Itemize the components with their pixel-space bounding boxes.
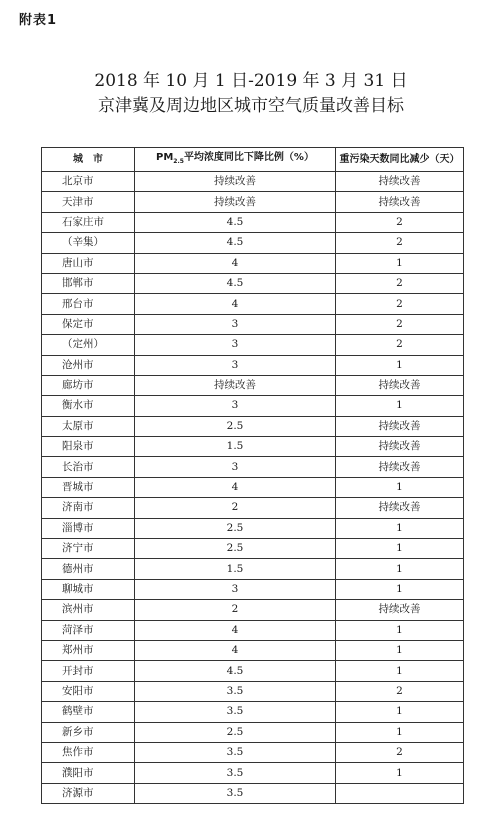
cell-pm25-reduction: 2.5 xyxy=(135,416,336,436)
cell-city: 太原市 xyxy=(42,416,135,436)
header-city: 城 市 xyxy=(42,148,135,172)
cell-pm25-reduction: 4.5 xyxy=(135,661,336,681)
cell-days-reduction: 1 xyxy=(336,722,464,742)
table-header-row xyxy=(42,148,464,172)
table-row xyxy=(42,457,464,477)
cell-pm25-reduction: 持续改善 xyxy=(135,172,336,192)
cell-pm25-reduction: 2 xyxy=(135,600,336,620)
cell-pm25-reduction: 4.5 xyxy=(135,212,336,232)
table-row xyxy=(42,539,464,559)
cell-pm25-reduction: 持续改善 xyxy=(135,375,336,395)
cell-pm25-reduction: 3 xyxy=(135,355,336,375)
cell-pm25-reduction: 4 xyxy=(135,294,336,314)
air-quality-targets-table xyxy=(41,147,464,804)
table-row xyxy=(42,355,464,375)
cell-days-reduction: 2 xyxy=(336,273,464,293)
cell-days-reduction: 持续改善 xyxy=(336,457,464,477)
cell-days-reduction: 2 xyxy=(336,212,464,232)
cell-days-reduction: 持续改善 xyxy=(336,192,464,212)
cell-days-reduction: 2 xyxy=(336,314,464,334)
cell-city: 聊城市 xyxy=(42,579,135,599)
cell-days-reduction: 持续改善 xyxy=(336,375,464,395)
cell-city: 石家庄市 xyxy=(42,212,135,232)
cell-city: 邢台市 xyxy=(42,294,135,314)
table-row xyxy=(42,396,464,416)
table-row xyxy=(42,661,464,681)
table-row xyxy=(42,600,464,620)
cell-city: 天津市 xyxy=(42,192,135,212)
cell-city: 北京市 xyxy=(42,172,135,192)
table-row xyxy=(42,273,464,293)
table-row xyxy=(42,579,464,599)
cell-pm25-reduction: 3.5 xyxy=(135,681,336,701)
table-row xyxy=(42,253,464,273)
table-row xyxy=(42,335,464,355)
table-row xyxy=(42,498,464,518)
cell-days-reduction: 1 xyxy=(336,661,464,681)
cell-days-reduction: 持续改善 xyxy=(336,600,464,620)
cell-city: 沧州市 xyxy=(42,355,135,375)
table-row xyxy=(42,212,464,232)
cell-days-reduction: 2 xyxy=(336,681,464,701)
annex-label: 附表1 xyxy=(19,13,58,28)
page-title: 京津冀及周边地区城市空气质量改善目标 xyxy=(98,96,404,116)
cell-city: 唐山市 xyxy=(42,253,135,273)
cell-days-reduction: 持续改善 xyxy=(336,172,464,192)
cell-city: （辛集） xyxy=(42,233,135,253)
cell-city: 济南市 xyxy=(42,498,135,518)
cell-city: 廊坊市 xyxy=(42,375,135,395)
table-row xyxy=(42,375,464,395)
cell-pm25-reduction: 1.5 xyxy=(135,437,336,457)
cell-days-reduction: 2 xyxy=(336,742,464,762)
table-row xyxy=(42,742,464,762)
cell-days-reduction: 1 xyxy=(336,763,464,783)
cell-city: （定州） xyxy=(42,335,135,355)
cell-days-reduction: 持续改善 xyxy=(336,498,464,518)
cell-city: 滨州市 xyxy=(42,600,135,620)
table-row xyxy=(42,477,464,497)
header-pm-sub: 2.5 xyxy=(173,158,184,165)
table-body xyxy=(42,172,464,804)
cell-city: 郑州市 xyxy=(42,640,135,660)
table-row xyxy=(42,416,464,436)
cell-days-reduction: 2 xyxy=(336,294,464,314)
cell-pm25-reduction: 4 xyxy=(135,640,336,660)
cell-days-reduction: 1 xyxy=(336,518,464,538)
cell-days-reduction: 2 xyxy=(336,335,464,355)
cell-pm25-reduction: 4.5 xyxy=(135,273,336,293)
header-heavy-pollution-days: 重污染天数同比减少（天） xyxy=(336,148,464,172)
cell-pm25-reduction: 3 xyxy=(135,579,336,599)
cell-days-reduction: 1 xyxy=(336,559,464,579)
cell-days-reduction: 2 xyxy=(336,233,464,253)
table-row xyxy=(42,233,464,253)
title-date-range: 2018 年 10 月 1 日-2019 年 3 月 31 日 xyxy=(94,71,408,91)
table-row xyxy=(42,620,464,640)
cell-days-reduction: 1 xyxy=(336,640,464,660)
header-pm-suffix: 平均浓度同比下降比例（%） xyxy=(183,152,314,163)
table-row xyxy=(42,722,464,742)
table-row xyxy=(42,518,464,538)
cell-pm25-reduction: 2.5 xyxy=(135,518,336,538)
cell-city: 焦作市 xyxy=(42,742,135,762)
cell-city: 阳泉市 xyxy=(42,437,135,457)
cell-pm25-reduction: 持续改善 xyxy=(135,192,336,212)
cell-city: 鹤壁市 xyxy=(42,702,135,722)
cell-days-reduction: 1 xyxy=(336,477,464,497)
cell-pm25-reduction: 3.5 xyxy=(135,763,336,783)
header-pm25 xyxy=(135,148,336,172)
cell-city: 菏泽市 xyxy=(42,620,135,640)
cell-city: 邯郸市 xyxy=(42,273,135,293)
table-row xyxy=(42,192,464,212)
header-pm-prefix: PM xyxy=(156,152,174,163)
cell-city: 长治市 xyxy=(42,457,135,477)
cell-pm25-reduction: 4 xyxy=(135,477,336,497)
cell-days-reduction: 1 xyxy=(336,579,464,599)
cell-days-reduction: 1 xyxy=(336,702,464,722)
table-row xyxy=(42,681,464,701)
cell-pm25-reduction: 3.5 xyxy=(135,702,336,722)
cell-pm25-reduction: 4 xyxy=(135,620,336,640)
cell-pm25-reduction: 1.5 xyxy=(135,559,336,579)
cell-pm25-reduction: 3.5 xyxy=(135,783,336,803)
cell-city: 开封市 xyxy=(42,661,135,681)
cell-days-reduction: 1 xyxy=(336,355,464,375)
cell-city: 衡水市 xyxy=(42,396,135,416)
cell-pm25-reduction: 2 xyxy=(135,498,336,518)
cell-days-reduction: 1 xyxy=(336,396,464,416)
cell-city: 安阳市 xyxy=(42,681,135,701)
table-row xyxy=(42,437,464,457)
cell-pm25-reduction: 4 xyxy=(135,253,336,273)
cell-pm25-reduction: 3 xyxy=(135,335,336,355)
cell-pm25-reduction: 3 xyxy=(135,396,336,416)
cell-days-reduction: 1 xyxy=(336,253,464,273)
table-row xyxy=(42,702,464,722)
cell-pm25-reduction: 2.5 xyxy=(135,539,336,559)
cell-days-reduction: 持续改善 xyxy=(336,416,464,436)
cell-city: 济源市 xyxy=(42,783,135,803)
cell-days-reduction: 1 xyxy=(336,620,464,640)
cell-city: 济宁市 xyxy=(42,539,135,559)
cell-days-reduction xyxy=(336,783,464,803)
table-row xyxy=(42,783,464,803)
table-row xyxy=(42,763,464,783)
table-row xyxy=(42,314,464,334)
cell-city: 德州市 xyxy=(42,559,135,579)
cell-city: 晋城市 xyxy=(42,477,135,497)
cell-days-reduction: 持续改善 xyxy=(336,437,464,457)
cell-pm25-reduction: 3.5 xyxy=(135,742,336,762)
table-row xyxy=(42,294,464,314)
cell-days-reduction: 1 xyxy=(336,539,464,559)
cell-city: 新乡市 xyxy=(42,722,135,742)
cell-pm25-reduction: 3 xyxy=(135,314,336,334)
cell-pm25-reduction: 3 xyxy=(135,457,336,477)
cell-city: 淄博市 xyxy=(42,518,135,538)
cell-pm25-reduction: 2.5 xyxy=(135,722,336,742)
cell-pm25-reduction: 4.5 xyxy=(135,233,336,253)
table-row xyxy=(42,172,464,192)
table-row xyxy=(42,559,464,579)
cell-city: 保定市 xyxy=(42,314,135,334)
table-row xyxy=(42,640,464,660)
cell-city: 濮阳市 xyxy=(42,763,135,783)
